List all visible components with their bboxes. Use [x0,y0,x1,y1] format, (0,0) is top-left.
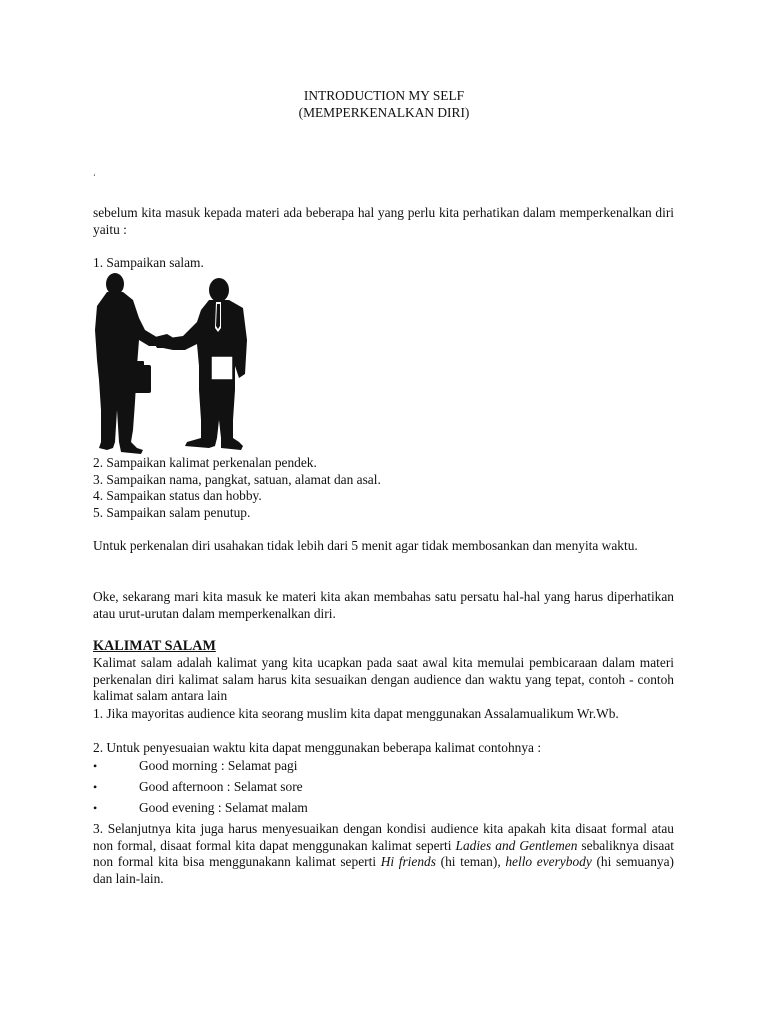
point-3-italic-ladies: Ladies and Gentlemen [455,837,578,853]
point-3-text-a: 3. Selanjutnya kita juga harus menyesuaikan dengan kondisi audience kita apakah kita disaat formal atau non formal, disaat formal kita dapat menggunakan kalimat seperti [93,821,674,853]
section-point-1: 1. Jika mayoritas audience kita seorang muslim kita dapat menggunakan Assalamualikum Wr.Wb. [93,706,619,721]
paragraph-transition: Oke, sekarang mari kita masuk ke materi kita akan membahas satu persatu hal-hal yang harus diperhatikan atau urut-urutan dalam memperkenalkan diri. [93,589,674,621]
handshake-silhouette-icon [93,270,249,456]
section-point-3 [93,821,674,887]
section-point-2: 2. Untuk penyesuaian waktu kita dapat menggunakan beberapa kalimat contohnya : [93,740,542,755]
bullet-icon: • [93,759,98,773]
step-5: 5. Sampaikan salam penutup. [93,504,251,520]
step-3: 3. Sampaikan nama, pangkat, satuan, alamat dan asal. [93,471,381,487]
paragraph-duration: Untuk perkenalan diri usahakan tidak lebih dari 5 menit agar tidak membosankan dan menyita waktu. [93,538,638,553]
bullet-text: Good afternoon : Selamat sore [139,779,303,794]
list-item [93,800,674,820]
title-line-2: (MEMPERKENALKAN DIRI) [298,104,470,120]
stray-mark: ʻ [93,172,96,182]
list-item [93,758,674,778]
step-2: 2. Sampaikan kalimat perkenalan pendek. [93,455,317,470]
step-4: 4. Sampaikan status dan hobby. [93,488,262,504]
intro-paragraph: sebelum kita masuk kepada materi ada beberapa hal yang perlu kita perhatikan dalam memperkenalkan diri yaitu : [93,205,674,237]
point-3-text-c: sebaliknya disaat non formal kita bisa menggunakann kalimat seperti [93,837,674,870]
point-3-italic-hello: , hello everybody [497,854,592,870]
step-1: 1. Sampaikan salam. [93,255,204,270]
title-line-1: INTRODUCTION MY SELF [303,88,465,103]
point-3-text-g: (hi semuanya) dan lain-lain. [93,854,674,886]
document-title [0,88,768,121]
bullet-icon: • [93,780,98,794]
step-list [93,455,674,521]
bullet-icon: • [93,801,98,815]
point-3-italic-hi-friends: Hi friends [380,854,436,870]
point-3-text-e: (hi teman) [435,854,498,870]
bullet-text: Good evening : Selamat malam [139,800,308,815]
section-heading: KALIMAT SALAM [93,638,216,654]
bullet-text: Good morning : Selamat pagi [139,758,298,773]
list-item [93,779,674,799]
section-body: Kalimat salam adalah kalimat yang kita ucapkan pada saat awal kita memulai pembicaraan dalam materi perkenalan diri kalimat salam harus kita sesuaikan dengan audience dan waktu yang tepat, contoh - contoh kalimat salam antara lain [93,655,674,704]
